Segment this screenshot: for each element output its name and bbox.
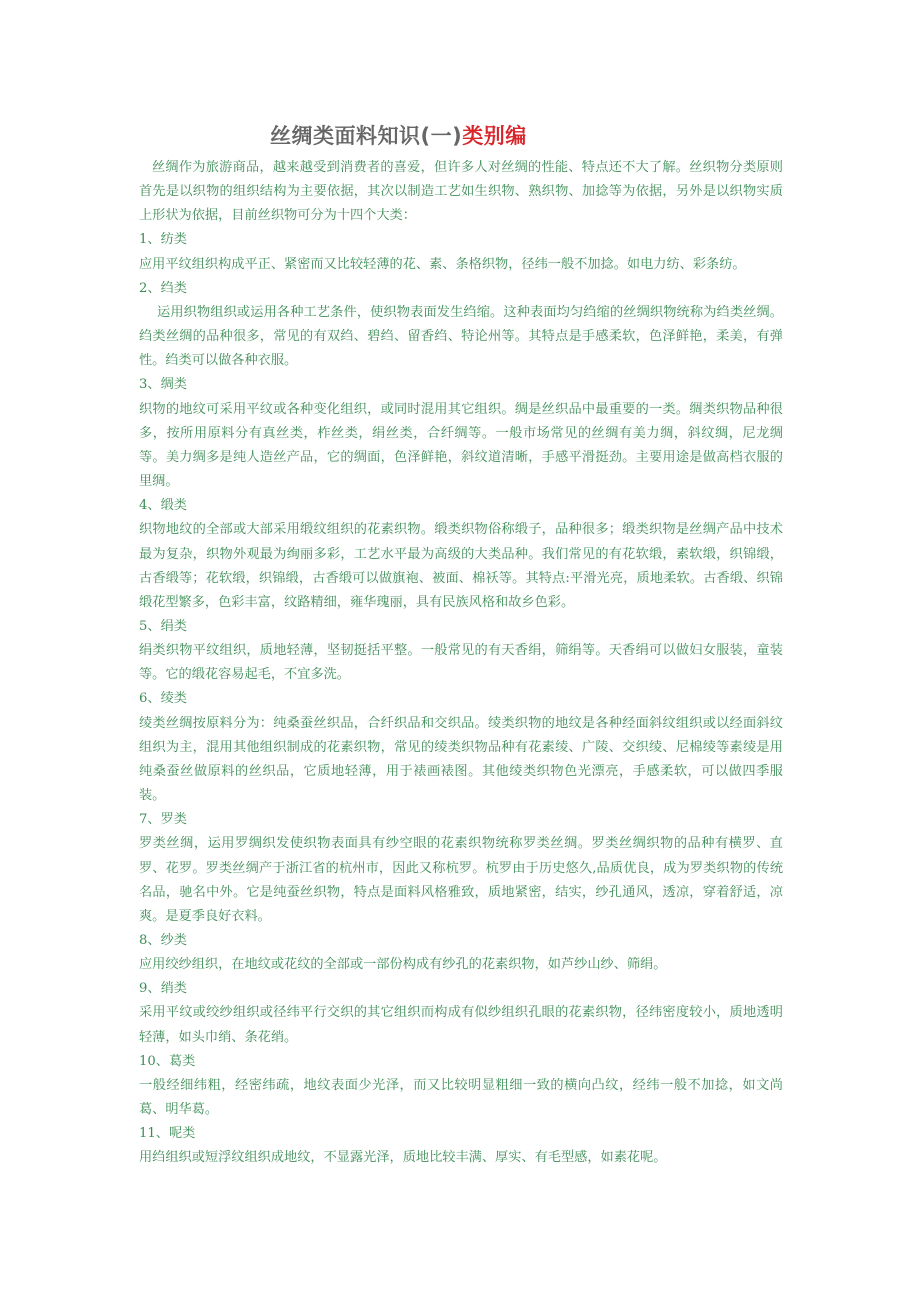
- section-heading: 1、纺类: [139, 232, 187, 248]
- section-text: 绢类织物平纹组织，质地轻薄，坚韧挺括平整。一般常见的有天香绢，筛绢等。天香绢可以做妇女服装，童装等。它的缎花容易起毛，不宜多洗。: [139, 643, 783, 683]
- section-heading: 11、呢类: [139, 1126, 196, 1142]
- section-heading: 9、绡类: [139, 981, 187, 997]
- section-text: 绫类丝绸按原料分为：纯桑蚕丝织品，合纤织品和交织品。绫类织物的地纹是各种经面斜纹组织或以经面斜纹组织为主，混用其他组织制成的花素织物，常见的绫类织物品种有花素绫、广陵、交织绫、尼棉绫等素绫是用纯桑蚕丝做原料的丝织品，它质地轻薄，用于裱画裱图。其他绫类织物色光漂亮，手感柔软，可以做四季服装。: [139, 715, 783, 804]
- section-heading: 4、缎类: [139, 498, 187, 514]
- document-title: [270, 120, 527, 150]
- section-heading: 8、纱类: [139, 933, 187, 948]
- title-highlight: 类别编: [462, 124, 527, 148]
- section-text: 织物的地纹可采用平纹或各种变化组织，或同时混用其它组织。绸是丝织品中最重要的一类。绸类织物品种很多，按所用原料分有真丝类，柞丝类，绢丝类，合纤绸等。一般市场常见的丝绸有美力绸，斜纹绸，尼龙绸等。美力绸多是纯人造丝产品，它的绸面，色泽鲜艳，斜纹道清晰，手感平滑挺劲。主要用途是做高档衣服的里绸。: [139, 401, 783, 490]
- section-heading: 7、罗类: [139, 812, 187, 828]
- document-body: [139, 156, 783, 1171]
- section-heading: 5、绢类: [139, 618, 187, 634]
- section-text: 织物地纹的全部或大部采用缎纹组织的花素织物。缎类织物俗称缎子，品种很多；缎类织物是丝绸产品中技术最为复杂，织物外观最为绚丽多彩，工艺水平最为高级的大类品种。我们常见的有花软缎，素软缎，织锦缎，古香缎等；花软缎，织锦缎，古香缎可以做旗袍、被面、棉袄等。其特点:平滑光亮，质地柔软。古香缎、织锦缎花型繁多，色彩丰富，纹路精细，雍华瑰丽，具有民族风格和故乡色彩。: [139, 522, 783, 610]
- section-text: 应用平纹组织构成平正、紧密而又比较轻薄的花、素、条格织物，径纬一般不加捻。如电力纺、彩条纺。: [139, 256, 746, 272]
- section-heading: 3、绸类: [139, 377, 187, 393]
- section-heading: 6、绫类: [139, 691, 187, 707]
- section-heading: 2、绉类: [139, 280, 187, 296]
- title-main: 丝绸类面料知识(一): [270, 124, 463, 148]
- section-heading: 10、葛类: [139, 1053, 196, 1069]
- section-text: 用绉组织或短浮纹组织成地纹，不显露光泽，质地比较丰满、厚实、有毛型感，如素花呢。: [139, 1150, 667, 1166]
- section-text: 采用平纹或绞纱组织或径纬平行交织的其它组织而构成有似纱组织孔眼的花素织物，径纬密度较小，质地透明轻薄，如头巾绡、条花绡。: [139, 1005, 783, 1045]
- section-text: 运用织物组织或运用各种工艺条件，使织物表面发生绉缩。这种表面均匀绉缩的丝绸织物统称为绉类丝绸。绉类丝绸的品种很多，常见的有双绉、碧绉、留香绉、特论州等。其特点是手感柔软，色泽鲜艳，柔美，有弹性。绉类可以做各种衣服。: [139, 304, 783, 369]
- section-text: 一般经细纬粗，经密纬疏，地纹表面少光泽，而又比较明显粗细一致的横向凸纹，经纬一般不加捻，如文尚葛、明华葛。: [139, 1077, 783, 1118]
- section-text: 应用绞纱组织，在地纹或花纹的全部或一部份构成有纱孔的花素织物，如芦纱山纱、筛绢。: [139, 957, 667, 973]
- intro-paragraph: 丝绸作为旅游商品，越来越受到消费者的喜爱，但许多人对丝绸的性能、特点还不大了解。丝织物分类原则首先是以织物的组织结构为主要依据，其次以制造工艺如生织物、熟织物、加捻等为依据，另外是以织物实质上形状为依据，目前丝织物可分为十四个大类：: [139, 160, 783, 224]
- section-text: 罗类丝绸，运用罗绸织发使织物表面具有纱空眼的花素织物统称罗类丝绸。罗类丝绸织物的品种有横罗、直罗、花罗。罗类丝绸产于浙江省的杭州市，因此又称杭罗。杭罗由于历史悠久,品质优良，成为罗类织物的传统名品，驰名中外。它是纯蚕丝织物，特点是面料风格雅致，质地紧密，结实，纱孔通风，透凉，穿着舒适，凉爽。是夏季良好衣料。: [139, 836, 783, 924]
